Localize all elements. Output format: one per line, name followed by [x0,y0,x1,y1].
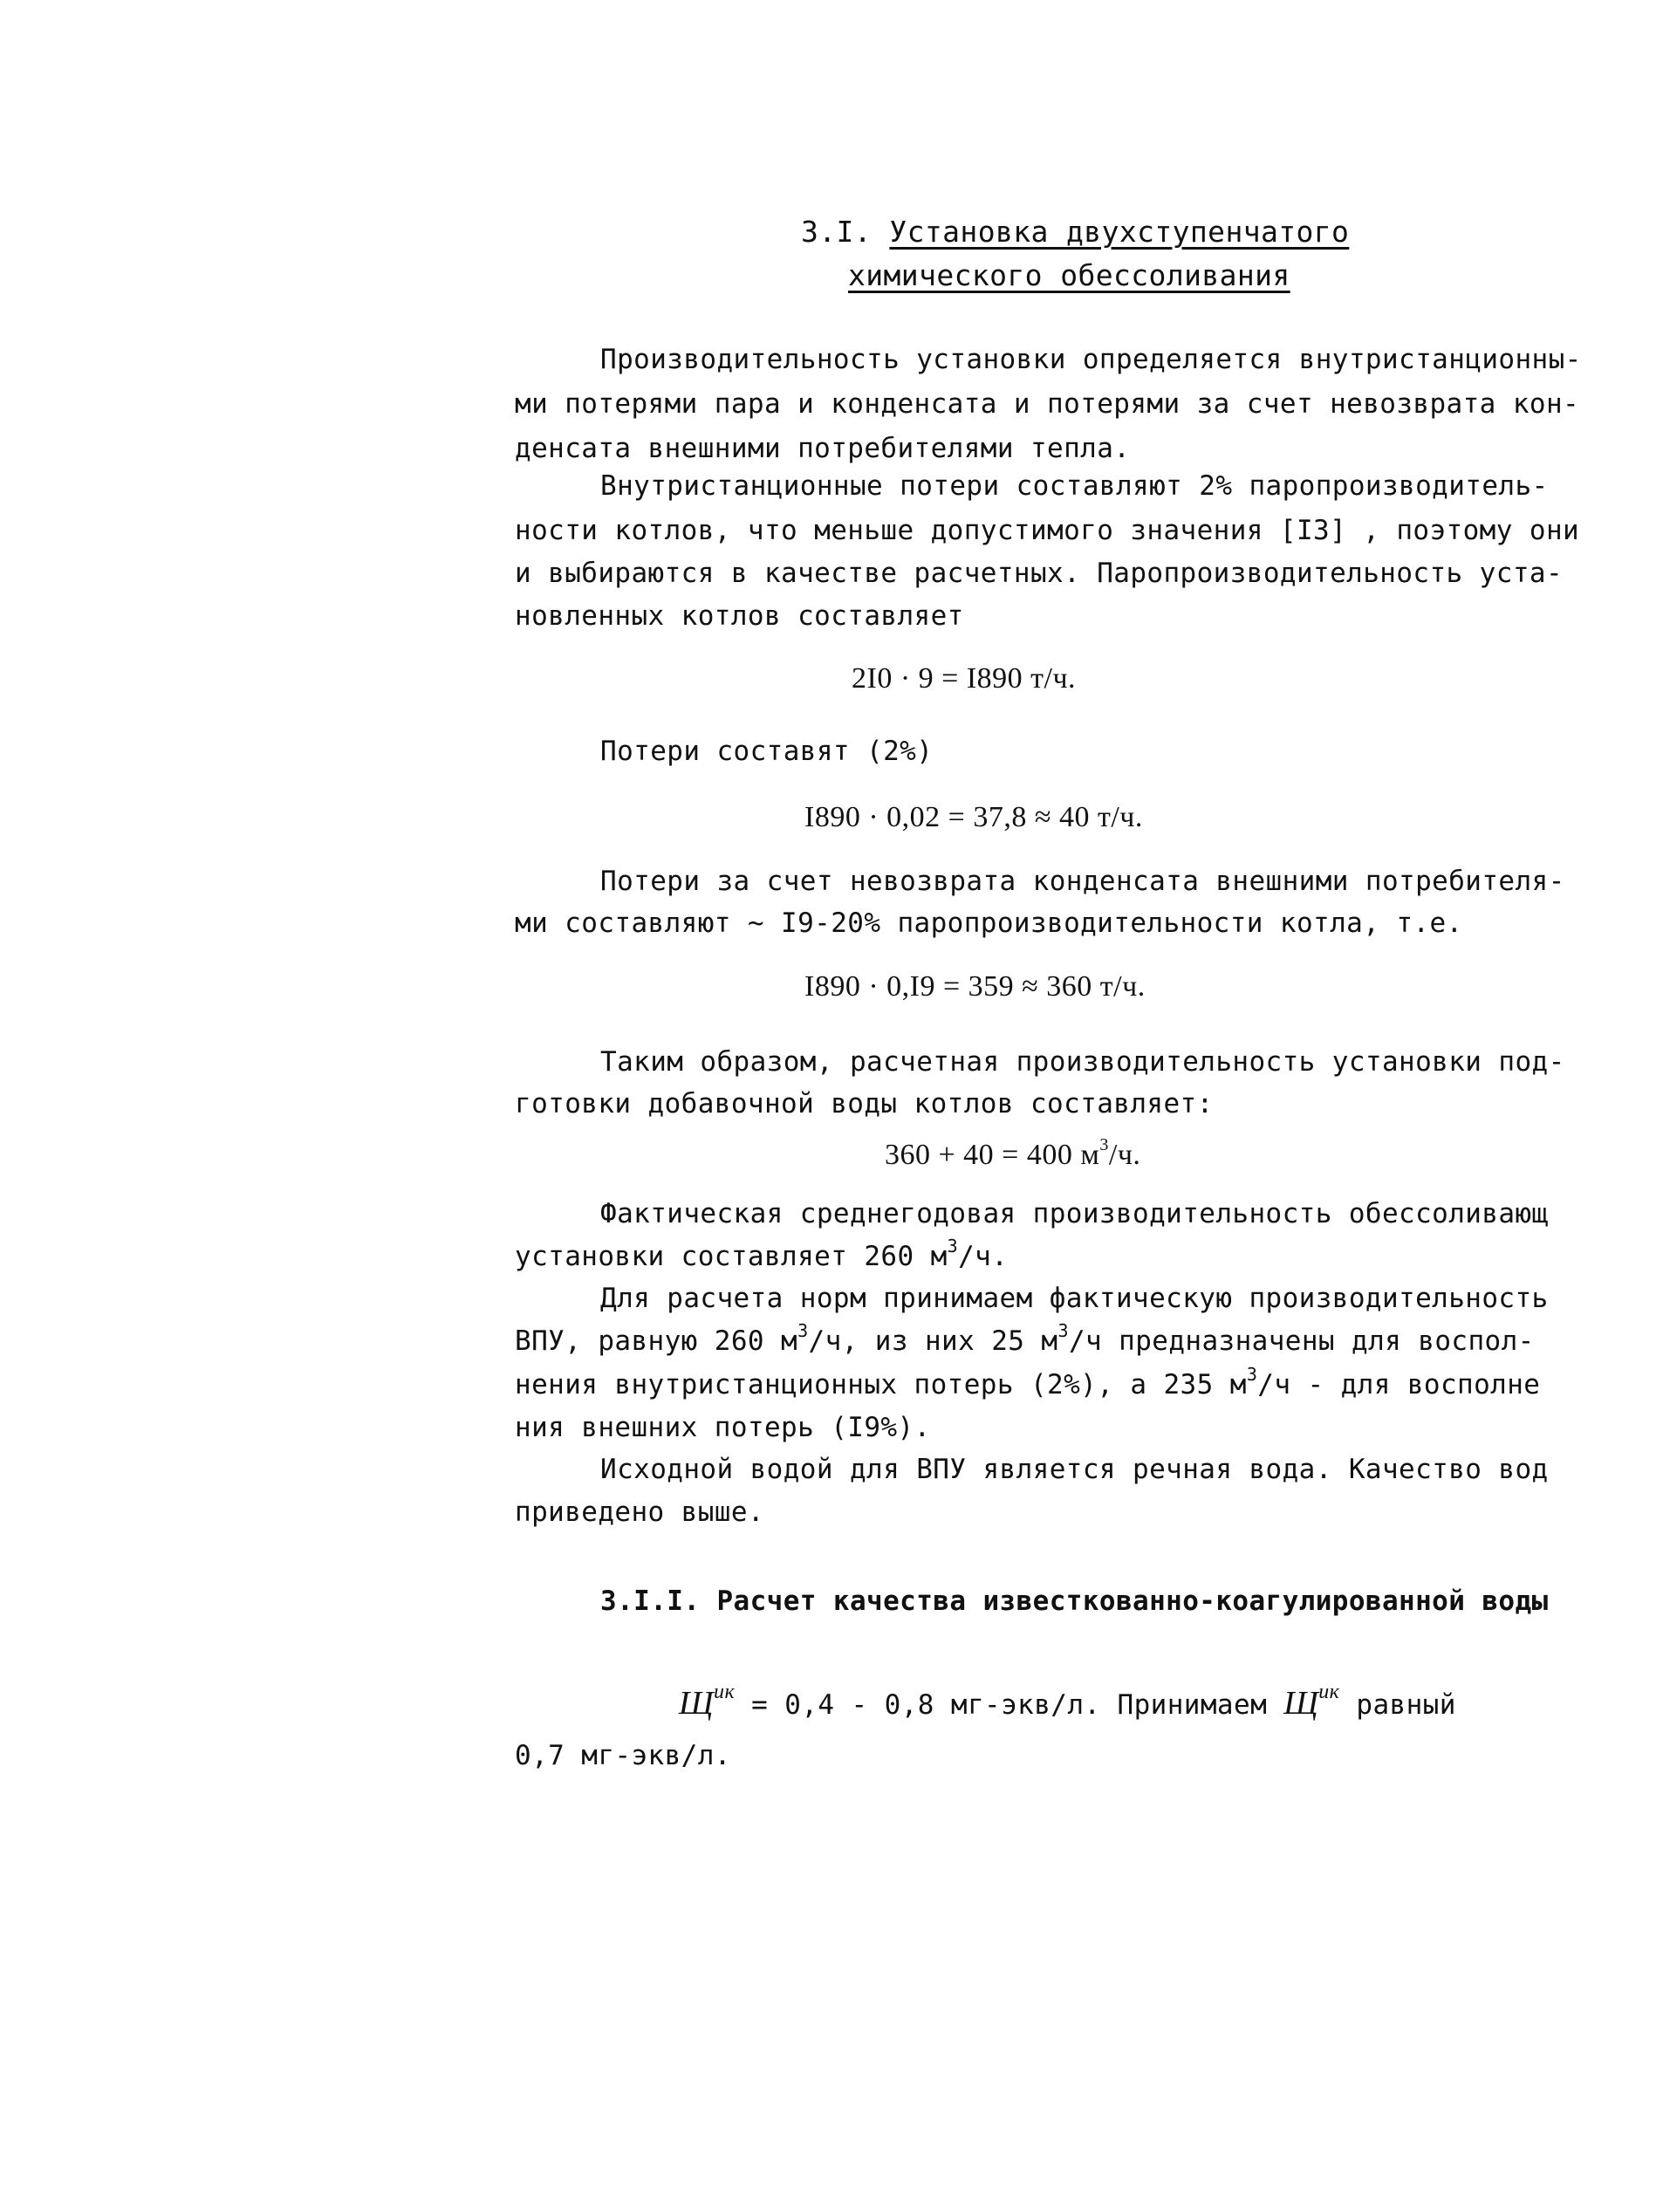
formula-2: I890 · 0,02 = 37,8 ≈ 40 т/ч. [804,801,1143,833]
alkalinity-equal-word: равный [1356,1689,1456,1721]
alkalinity-line [679,1681,1456,1722]
paragraph-line: установки составляет 260 $м^3/ч$. [515,1235,1009,1272]
paragraph-line: ния внешних потерь (I9%). [515,1412,931,1443]
paragraph-line: приведено выше. [515,1496,764,1528]
paragraph-line: Потери составят (2%) [600,736,934,767]
alkalinity-superscript: ик [1318,1681,1340,1703]
alkalinity-symbol: Щ [679,1685,715,1722]
superscript-3: 3 [947,1235,959,1257]
section-title-line2: химического обессоливания [848,258,1290,292]
section-number: 3.I. [801,215,873,249]
formula-3: I890 · 0,I9 = 359 ≈ 360 т/ч. [804,970,1146,1003]
paragraph-line: денсата внешними потребителями тепла. [515,433,1131,464]
formula-4 [885,1134,1141,1173]
paragraph-line: ности котлов, что меньше допустимого значения [I3] , поэтому они [515,515,1580,546]
alkalinity-range: = 0,4 - 0,8 мг-экв/л. Принимаем [751,1689,1268,1721]
paragraph-line: и выбираются в качестве расчетных. Паропроизводительность уста- [515,558,1564,589]
paragraph-line: ми составляют ~ I9-20% паропроизводительности котла, т.е. [515,907,1463,939]
paragraph-line: Потери за счет невозврата конденсата внешними потребителя- [600,866,1565,897]
paragraph-line: нения внутристанционных потерь (2%), а 235 $м^3/ч$ - для восполне [515,1363,1541,1400]
paragraph-line: ВПУ, равную 260 $м^3/ч$, из них 25 $м^3/ч$ предназначены для воспол- [515,1319,1535,1357]
paragraph-line: Исходной водой для ВПУ является речная вода. Качество вод [600,1454,1549,1485]
paragraph-line: Фактическая среднегодовая производительность обессоливающ [600,1198,1549,1229]
section-heading [801,215,1349,250]
paragraph-line: готовки добавочной воды котлов составляет: [515,1088,1214,1120]
superscript-3: 3 [1099,1134,1109,1154]
formula-1: 2I0 · 9 = I890 т/ч. [852,662,1077,695]
paragraph-line: Внутристанционные потери составляют 2% паропроизводитель- [600,470,1549,502]
paragraph-line: Для расчета норм принимаем фактическую производительность [600,1283,1549,1314]
paragraph-line: ми потерями пара и конденсата и потерями за счет невозврата кон- [515,388,1580,420]
section-title-line1: Установка двухступенчатого [889,215,1350,249]
alkalinity-superscript: ик [714,1681,736,1703]
subsection-heading: 3.I.I. Расчет качества известкованно-коагулированной воды [600,1585,1549,1617]
alkalinity-value: 0,7 мг-экв/л. [515,1740,731,1771]
paragraph-line: новленных котлов составляет [515,600,964,632]
paragraph-line: Таким образом, расчетная производительность установки под- [600,1046,1565,1078]
paragraph-line: Производительность установки определяется внутристанционны- [600,344,1582,375]
formula-4-tail: /ч. [1108,1139,1141,1171]
formula-4-main: 360 + 40 = 400 м [885,1139,1100,1171]
alkalinity-symbol: Щ [1283,1685,1319,1722]
